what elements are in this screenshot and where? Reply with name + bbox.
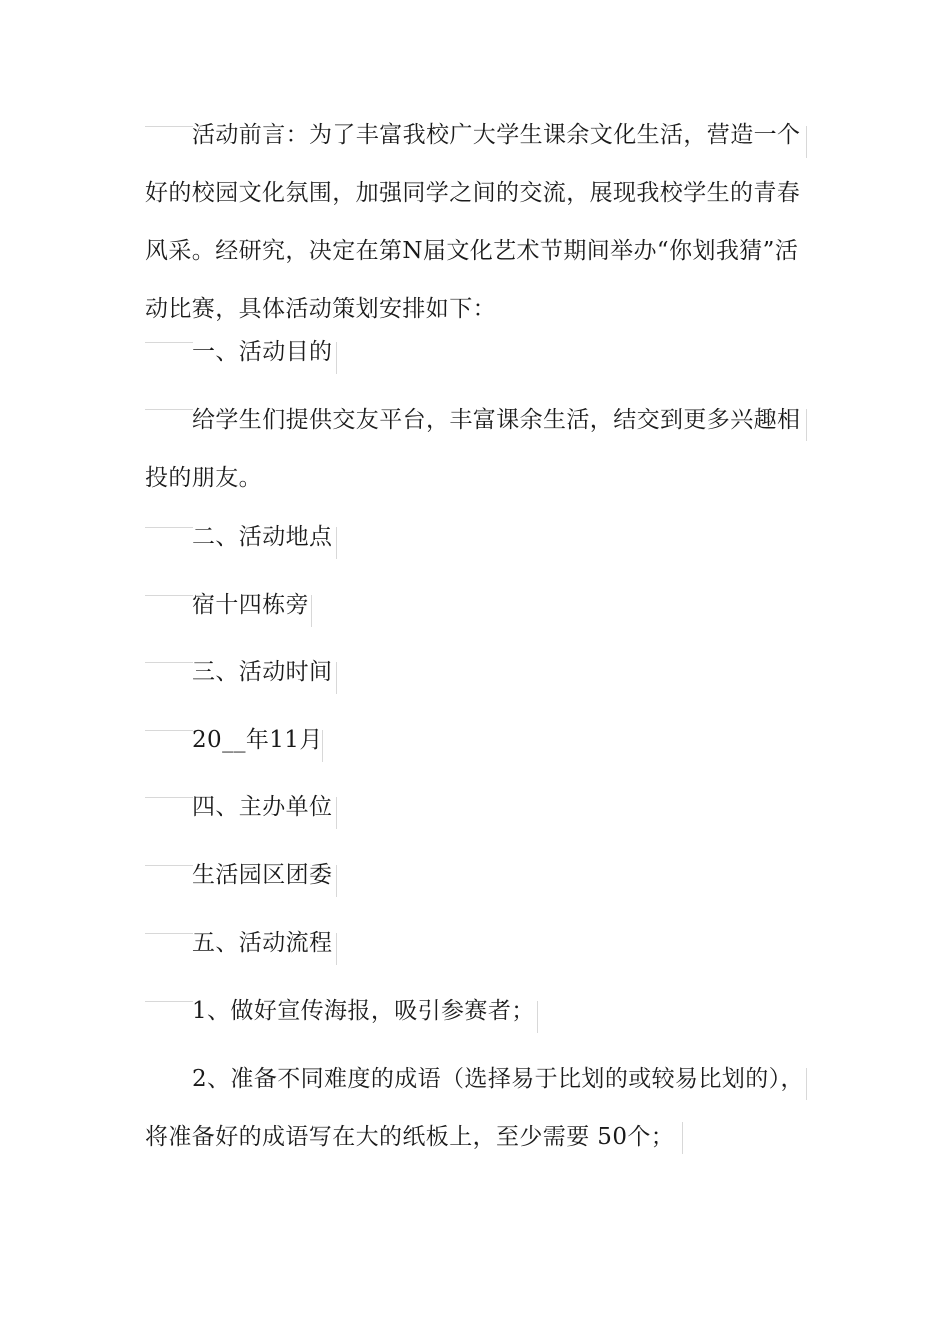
section-heading-time: 三、活动时间: [192, 659, 333, 685]
section-heading-purpose: 一、活动目的: [192, 339, 333, 365]
section-heading-organizer: 四、主办单位: [192, 794, 333, 820]
location-paragraph: 宿十四栋旁: [192, 592, 309, 618]
intro-text: 活动前言：为了丰富我校广大学生课余文化生活，营造一个好的校园文化氛围，加强同学之间的交流，展现我校学生的青春风采。经研究，决定在第N届文化艺术节期间举办“你划我猜”活动比赛，具体活动策划安排如下：: [145, 122, 801, 322]
process-step-2: 2、准备不同难度的成语（选择易于比划的或较易比划的），将准备好的成语写在大的纸板上，至少需要 50个；: [145, 1066, 804, 1150]
section-heading-location: 二、活动地点: [192, 524, 333, 550]
process-step-1: 1、做好宣传海报，吸引参赛者；: [192, 998, 535, 1024]
purpose-paragraph: 给学生们提供交友平台，丰富课余生活，结交到更多兴趣相投的朋友。: [145, 407, 801, 491]
section-heading-process: 五、活动流程: [192, 930, 333, 956]
time-paragraph: 20__年11月: [192, 727, 323, 753]
intro-paragraph: [145, 106, 807, 338]
organizer-paragraph: 生活园区团委: [192, 862, 333, 888]
